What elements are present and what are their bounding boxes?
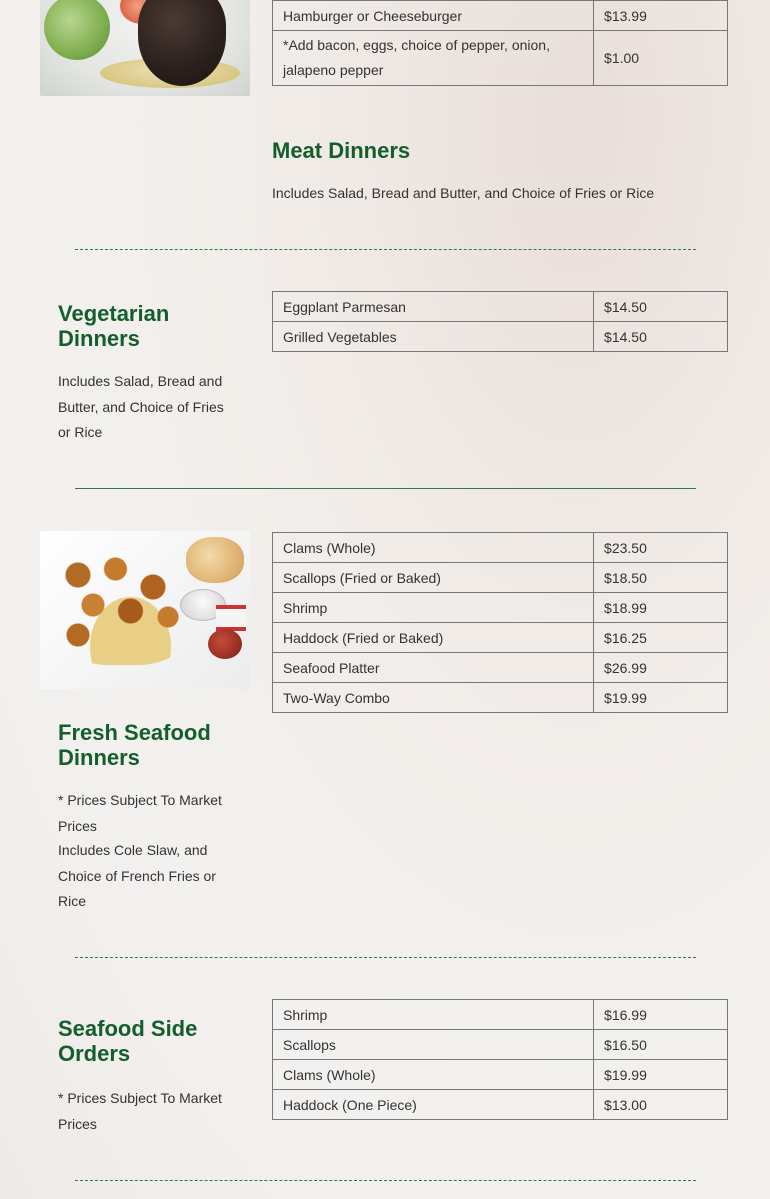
menu-item-name: Grilled Vegetables [273, 322, 594, 352]
vegetarian-price-table [272, 291, 728, 352]
seafood-market-note: * Prices Subject To Market Prices [58, 792, 222, 834]
menu-item-price: $16.25 [594, 623, 728, 653]
table-row [273, 1, 728, 31]
menu-item-price: $16.50 [594, 1030, 728, 1060]
table-row [273, 683, 728, 713]
menu-item-name: Seafood Platter [273, 653, 594, 683]
burger-price-table [272, 0, 728, 86]
menu-item-name: Haddock (Fried or Baked) [273, 623, 594, 653]
section-divider [75, 249, 696, 250]
table-row [273, 1090, 728, 1120]
seafood-sides-note: * Prices Subject To Market Prices [58, 1090, 222, 1132]
table-row [273, 563, 728, 593]
section-divider [75, 1180, 696, 1181]
seafood-sides-heading: Seafood Side Orders [58, 1016, 198, 1066]
table-row [273, 1030, 728, 1060]
table-row [273, 1000, 728, 1030]
table-row [273, 1060, 728, 1090]
seafood-sides-price-table [272, 999, 728, 1120]
menu-item-price: $1.00 [594, 31, 728, 86]
fried-seafood-photo [40, 531, 250, 689]
menu-item-name: Haddock (One Piece) [273, 1090, 594, 1120]
menu-item-price: $18.99 [594, 593, 728, 623]
table-row [273, 322, 728, 352]
vegetarian-dinners-heading: Vegetarian Dinners [58, 301, 170, 351]
menu-item-name: Scallops (Fried or Baked) [273, 563, 594, 593]
menu-item-name: Clams (Whole) [273, 1060, 594, 1090]
section-divider [75, 488, 696, 489]
steak-plate-photo [40, 0, 250, 96]
table-row [273, 593, 728, 623]
menu-item-price: $14.50 [594, 322, 728, 352]
meat-dinners-heading: Meat Dinners [272, 138, 411, 163]
seafood-dinners-note: Includes Cole Slaw, and Choice of French Fries or Rice [58, 842, 216, 909]
meat-dinners-note: Includes Salad, Bread and Butter, and Choice of Fries or Rice [272, 185, 655, 201]
table-row [273, 292, 728, 322]
menu-item-price: $18.50 [594, 563, 728, 593]
menu-item-price: $26.99 [594, 653, 728, 683]
menu-item-price: $19.99 [594, 683, 728, 713]
section-divider [75, 957, 696, 958]
menu-item-name: Eggplant Parmesan [273, 292, 594, 322]
menu-item-name: Hamburger or Cheeseburger [273, 1, 594, 31]
menu-item-name: Shrimp [273, 593, 594, 623]
table-row [273, 533, 728, 563]
menu-item-name: Shrimp [273, 1000, 594, 1030]
menu-item-price: $13.99 [594, 1, 728, 31]
menu-item-price: $19.99 [594, 1060, 728, 1090]
table-row [273, 31, 728, 86]
seafood-dinners-heading: Fresh Seafood Dinners [58, 720, 211, 770]
menu-item-price: $23.50 [594, 533, 728, 563]
table-row [273, 653, 728, 683]
menu-item-price: $13.00 [594, 1090, 728, 1120]
table-row [273, 623, 728, 653]
menu-item-price: $14.50 [594, 292, 728, 322]
menu-item-price: $16.99 [594, 1000, 728, 1030]
menu-item-name: *Add bacon, eggs, choice of pepper, onion, jalapeno pepper [273, 31, 594, 86]
menu-item-name: Scallops [273, 1030, 594, 1060]
vegetarian-dinners-note: Includes Salad, Bread and Butter, and Choice of Fries or Rice [58, 373, 224, 440]
seafood-price-table [272, 532, 728, 713]
menu-item-name: Clams (Whole) [273, 533, 594, 563]
menu-item-name: Two-Way Combo [273, 683, 594, 713]
